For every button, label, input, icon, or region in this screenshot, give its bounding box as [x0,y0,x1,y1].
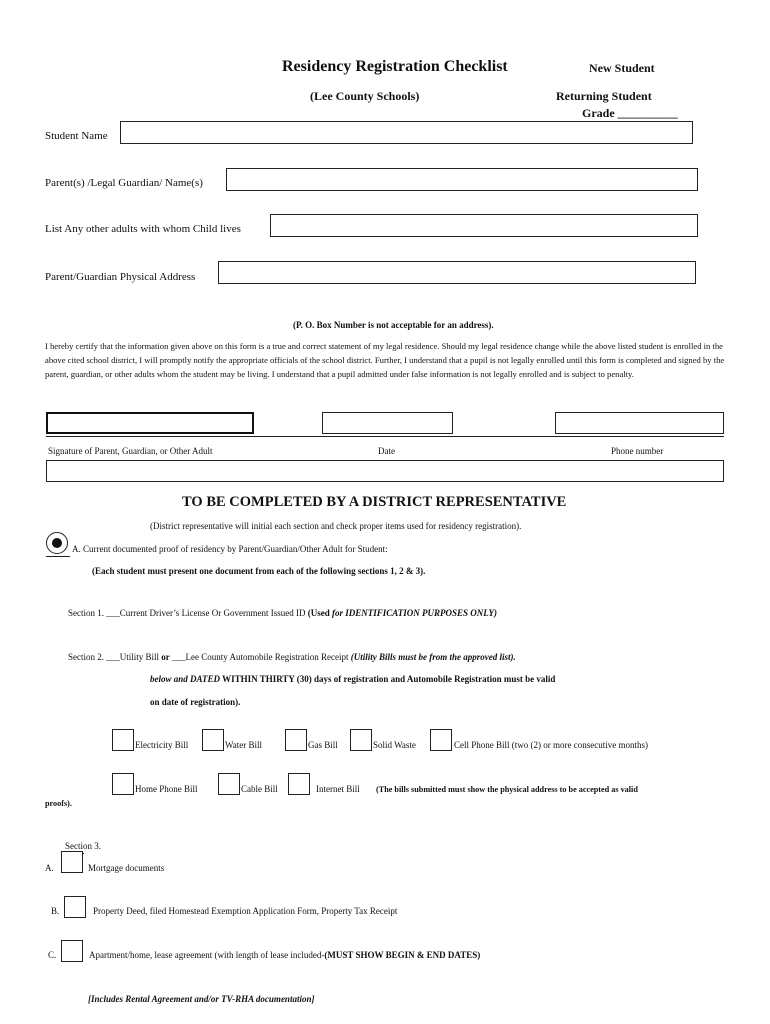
cell-phone-bill-checkbox[interactable] [430,729,452,751]
student-name-label: Student Name [45,130,108,142]
solid-waste-checkbox[interactable] [350,729,372,751]
section-3-b-letter: B. [51,906,60,916]
section-2-note-3: on date of registration). [150,697,241,707]
cable-bill-label: Cable Bill [241,784,278,794]
returning-student-label: Returning Student [556,89,652,103]
section-1-label: Section 1. ___Current Driver’s License Or Government Issued ID [68,608,308,618]
item-a-note: (Each student must present one document from each of the following sections 1, 2 & 3). [92,566,426,576]
solid-waste-label: Solid Waste [373,740,416,750]
other-adults-label: List Any other adults with whom Child lives [45,223,241,235]
item-a-label: A. Current documented proof of residency by Parent/Guardian/Other Adult for Student: [72,544,388,554]
phone-field[interactable] [555,412,724,434]
includes-note: [Includes Rental Agreement and/or TV-RHA documentation] [88,994,315,1004]
date-label: Date [378,446,395,456]
page-subtitle: (Lee County Schools) [310,89,420,103]
section-2-label-a: Section 2. ___Utility Bill [68,652,162,662]
internet-bill-label: Internet Bill [316,784,360,794]
initial-line [46,556,70,557]
signature-divider [46,436,724,437]
property-deed-label: Property Deed, filed Homestead Exemption Application Form, Property Tax Receipt [93,906,398,916]
section-3-a-letter: A. [45,863,54,873]
notes-field[interactable] [46,460,724,482]
page-title: Residency Registration Checklist [282,58,508,75]
physical-address-label: Parent/Guardian Physical Address [45,271,196,283]
proof-of-residency-radio[interactable] [46,532,68,554]
home-phone-bill-checkbox[interactable] [112,773,134,795]
physical-address-field[interactable] [218,261,696,284]
section-2-note-2-row [150,674,555,684]
mortgage-label: Mortgage documents [88,863,165,873]
lease-agreement-label: Apartment/home, lease agreement (with length of lease included- [89,950,325,960]
water-bill-checkbox[interactable] [202,729,224,751]
electricity-bill-checkbox[interactable] [112,729,134,751]
section-2-label-b: ___Lee County Automobile Registration Receipt [169,652,351,662]
phone-label: Phone number [611,446,664,456]
lease-agreement-row [89,950,480,960]
section-2-note-1: (Utility Bills must be from the approved list). [350,652,516,662]
signature-field[interactable] [46,412,254,434]
lease-agreement-checkbox[interactable] [61,940,83,962]
date-field[interactable] [322,412,453,434]
district-heading: TO BE COMPLETED BY A DISTRICT REPRESENTATIVE [182,494,567,510]
lease-agreement-note: (MUST SHOW BEGIN & END DATES) [324,950,481,960]
section-2-row [68,652,516,662]
cell-phone-bill-label: Cell Phone Bill (two (2) or more consecutive months) [454,740,648,750]
section-2-note-2: WITHIN THIRTY (30) days of registration and Automobile Registration must be valid [220,674,556,684]
guardian-names-label: Parent(s) /Legal Guardian/ Name(s) [45,177,203,189]
po-box-note: (P. O. Box Number is not acceptable for an address). [293,320,494,330]
bills-note-end: proofs). [45,799,72,808]
gas-bill-checkbox[interactable] [285,729,307,751]
home-phone-bill-label: Home Phone Bill [135,784,198,794]
section-3-label: Section 3. [65,841,101,851]
radio-selected-dot [52,538,62,548]
electricity-bill-label: Electricity Bill [135,740,189,750]
cable-bill-checkbox[interactable] [218,773,240,795]
student-name-field[interactable] [120,121,693,144]
property-deed-checkbox[interactable] [64,896,86,918]
section-3-c-letter: C. [48,950,57,960]
section-2-or: or [161,652,170,662]
guardian-names-field[interactable] [226,168,698,191]
signature-label: Signature of Parent, Guardian, or Other Adult [48,446,213,456]
gas-bill-label: Gas Bill [308,740,338,750]
certification-text: I hereby certify that the information given above on this form is a true and correct statement of my legal residence. Should my legal residence change while the above listed student is enrolled in the above cited school district, I will promptly notify the appropriate officials of the school district. Further, I understand that a pupil is not legally enrolled until this form is completed and signed by the parent, guardian, or other adults whom the student may be living. I understand that a pupil admitted under false information is not legally enrolled and is subject to penalty. [45,341,725,379]
water-bill-label: Water Bill [225,740,263,750]
section-1-row [68,608,497,618]
section-1-note: for IDENTIFICATION PURPOSES ONLY) [332,608,497,618]
section-2-note-2-italic: below and DATED [150,674,221,684]
other-adults-field[interactable] [270,214,698,237]
bills-note: (The bills submitted must show the physical address to be accepted as valid [376,785,638,794]
mortgage-checkbox[interactable] [61,851,83,873]
district-instructions: (District representative will initial each section and check proper items used for residency registration). [150,521,522,531]
new-student-label: New Student [589,61,655,75]
internet-bill-checkbox[interactable] [288,773,310,795]
section-1-note-open: (Used [307,608,333,618]
grade-label: Grade __________ [582,106,678,120]
